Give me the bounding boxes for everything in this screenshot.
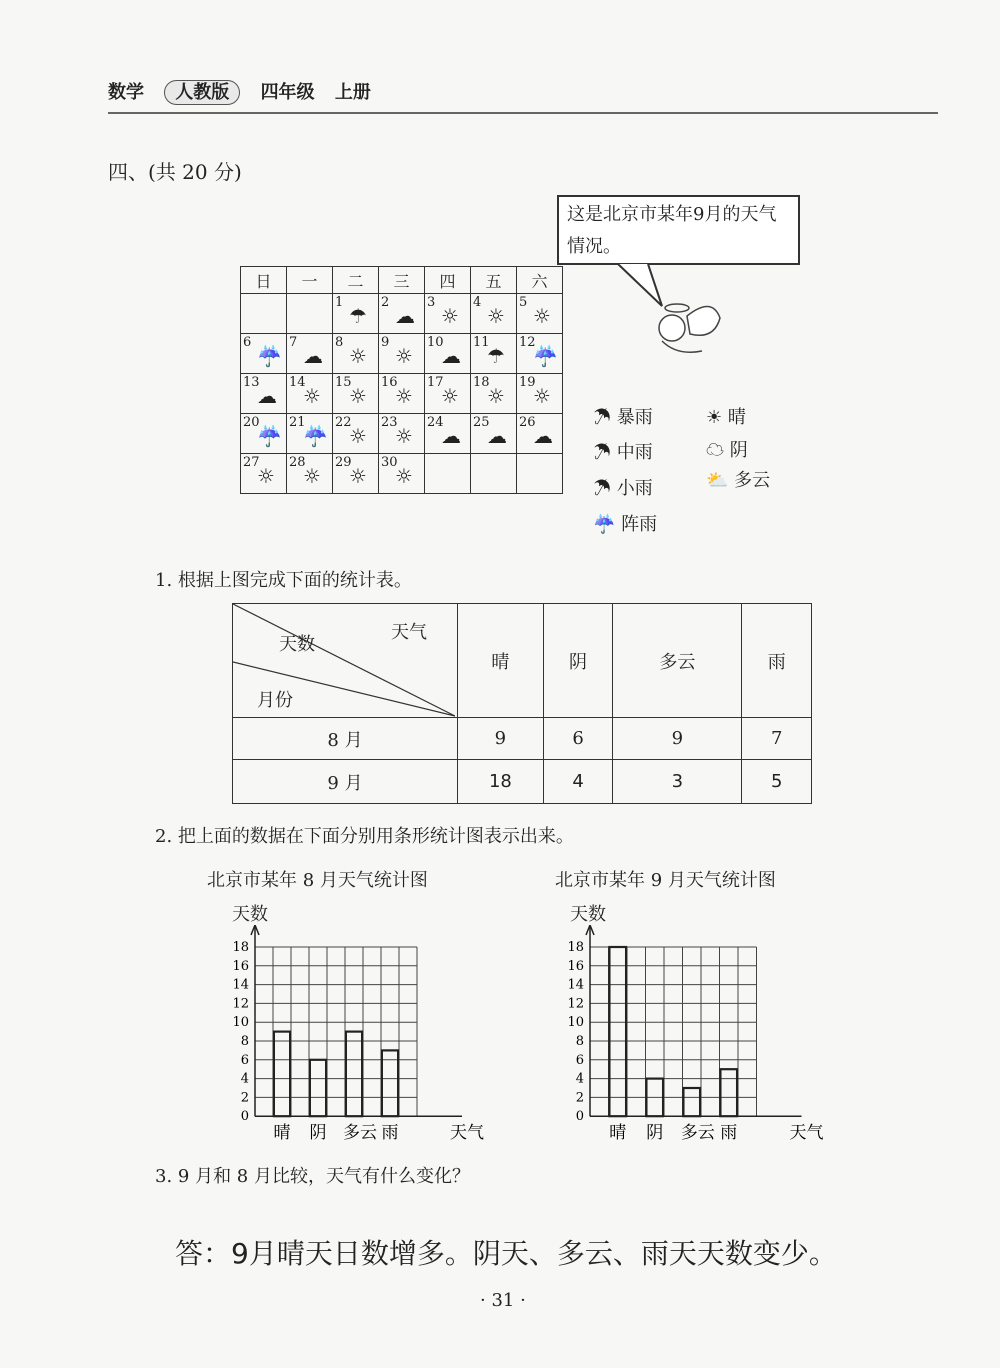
shower-icon: ☔ [593,514,616,535]
day-number: 19 [519,375,536,390]
x-tick-label: 多云 [343,1123,377,1144]
y-tick-label: 6 [575,1052,584,1068]
day-number: 2 [381,295,390,310]
weather-icon: ☼ [533,384,551,408]
weather-icon: ☼ [487,304,505,328]
answer-cell[interactable]: 5 [742,760,812,804]
calendar-day [287,374,333,414]
calendar-day [517,294,563,334]
y-tick-label: 6 [240,1052,249,1068]
day-number: 9 [381,335,390,350]
september-bar-chart [560,925,825,1150]
y-tick-label: 18 [232,940,249,955]
table-cell: 7 [742,718,812,760]
question-2: 2. 把上面的数据在下面分别用条形统计图表示出来。 [155,826,574,847]
col-header: 晴 [458,604,544,718]
bar [346,1032,362,1117]
day-number: 22 [335,415,352,430]
day-number: 11 [473,335,490,350]
bar [310,1060,326,1116]
answer-cell[interactable]: 4 [543,760,613,804]
weather-icon: ☁ [303,344,323,368]
day-number: 5 [519,295,528,310]
day-number: 8 [335,335,344,350]
calendar-day [471,414,517,454]
x-tick-label: 多云 [680,1123,715,1144]
weekday-header: 六 [517,267,563,294]
calendar-day [287,454,333,494]
row-label: 8 月 [233,718,458,760]
day-number: 13 [243,375,260,390]
calendar-day [425,374,471,414]
legend-label: 多云 [734,470,771,491]
day-number: 29 [335,455,352,470]
rainstorm-icon: ☂ [593,407,611,428]
weather-icon: ☁ [257,384,277,408]
day-number: 3 [427,295,436,310]
table-cell: 9 [613,718,742,760]
calendar-day [333,414,379,454]
weather-icon: ☁ [441,344,461,368]
page-number: · 31 · [480,1290,526,1311]
x-tick-label: 雨 [381,1123,399,1144]
table-corner-cell [233,604,458,718]
y-tick-label: 0 [575,1109,584,1125]
calendar-day [379,334,425,374]
legend-label: 阴 [729,440,748,461]
col-header: 阴 [543,604,613,718]
weather-icon: ☼ [533,304,551,328]
weather-icon: ☼ [257,464,275,488]
day-number: 17 [427,375,444,390]
weather-icon: ☔ [257,424,282,448]
table-row [233,760,812,804]
day-number: 14 [289,375,306,390]
weekday-header: 四 [425,267,471,294]
y-tick-label: 2 [240,1090,249,1106]
legend-label: 中雨 [616,442,653,463]
weather-icon: ☼ [395,424,413,448]
page-header [108,78,385,104]
weekday-header: 二 [333,267,379,294]
y-tick-label: 8 [575,1034,584,1049]
overcast-icon: ☁ [706,440,724,461]
weekday-header: 一 [287,267,333,294]
chart-1-title: 北京市某年 8 月天气统计图 [207,870,428,891]
calendar-day [517,374,563,414]
weather-icon: ☁ [487,424,507,448]
y-tick-label: 2 [575,1090,584,1106]
weather-icon: ☼ [349,384,367,408]
x-tick-label: 阴 [309,1123,327,1144]
y-tick-label: 12 [567,996,584,1012]
day-number: 26 [519,415,536,430]
weekday-header: 日 [241,267,287,294]
cloudy-icon: ⛅ [706,470,729,491]
calendar-day [379,414,425,454]
calendar-day [287,294,333,334]
calendar-day [379,454,425,494]
calendar-day [425,454,471,494]
calendar-day [241,454,287,494]
calendar-day [333,454,379,494]
header-rule [108,112,938,114]
bar [274,1032,290,1117]
weather-icon: ☼ [441,384,459,408]
day-number: 25 [473,415,490,430]
y-tick-label: 4 [575,1071,584,1087]
day-number: 23 [381,415,398,430]
corner-month-label: 月份 [257,690,293,711]
weather-icon: ☔ [533,344,558,368]
sunny-icon: ☀ [706,407,723,428]
weather-icon: ☼ [487,384,505,408]
calendar-day [471,374,517,414]
weather-icon: ☼ [303,464,321,488]
y-tick-label: 8 [240,1034,249,1049]
y-tick-label: 16 [567,958,584,974]
weather-icon: ☼ [395,384,413,408]
day-number: 4 [473,295,482,310]
edition-badge: 人教版 [164,80,240,105]
table-cell: 6 [543,718,613,760]
y-tick-label: 12 [232,996,249,1012]
calendar-day [333,334,379,374]
weather-icon: ☼ [441,304,459,328]
day-number: 18 [473,375,490,390]
angel-character-icon [632,296,727,366]
calendar-day [241,334,287,374]
answer-cell[interactable]: 3 [613,760,742,804]
day-number: 15 [335,375,352,390]
legend-label: 晴 [727,407,746,428]
day-number: 24 [427,415,444,430]
weekday-header: 五 [471,267,517,294]
day-number: 1 [335,295,344,310]
corner-days-label: 天数 [279,634,315,655]
statistics-table [232,603,812,804]
moderate-rain-icon: ☂ [593,442,611,463]
weather-icon: ☼ [395,464,413,488]
calendar-day [517,334,563,374]
weather-icon: ☼ [395,344,413,368]
calendar-day [241,374,287,414]
day-number: 21 [289,415,306,430]
section-title: 四、(共 20 分) [108,160,242,184]
calendar-day [241,414,287,454]
calendar-day [379,294,425,334]
y-tick-label: 18 [567,940,584,955]
volume: 上册 [334,82,371,103]
chart-1-ylabel: 天数 [232,904,268,925]
weather-icon: ☔ [257,344,282,368]
day-number: 12 [519,335,536,350]
august-bar-chart [225,925,485,1150]
weather-icon: ☁ [533,424,553,448]
bar [720,1069,737,1116]
weather-icon: ☼ [349,424,367,448]
grade: 四年级 [260,82,315,103]
subject: 数学 [108,82,144,103]
table-row [233,718,812,760]
day-number: 20 [243,415,260,430]
x-tick-label: 雨 [720,1123,738,1144]
x-tick-label: 阴 [646,1123,664,1144]
bar [683,1088,700,1116]
legend-label: 小雨 [616,478,653,499]
day-number: 16 [381,375,398,390]
handwritten-answer[interactable]: 答：9月晴天日数增多。阴天、多云、雨天天数变少。 [175,1237,837,1270]
calendar-day [287,414,333,454]
chart-2-ylabel: 天数 [570,904,606,925]
calendar-day [425,414,471,454]
day-number: 6 [243,335,252,350]
legend-label: 阵雨 [621,514,658,535]
table-cell: 9 [458,718,544,760]
calendar-day [287,334,333,374]
calendar-day [471,334,517,374]
calendar-day [333,374,379,414]
day-number: 28 [289,455,306,470]
weather-icon: ☁ [395,304,415,328]
calendar-day [471,454,517,494]
x-tick-label: 晴 [273,1123,291,1144]
x-axis-label: 天气 [789,1123,824,1144]
day-number: 10 [427,335,444,350]
weather-icon: ☼ [349,464,367,488]
col-header: 多云 [613,604,742,718]
weather-icon: ☁ [441,424,461,448]
chart-2-title: 北京市某年 9 月天气统计图 [555,870,776,891]
question-3: 3. 9 月和 8 月比较，天气有什么变化？ [155,1166,470,1187]
row-label: 9 月 [233,760,458,804]
speech-bubble: 这是北京市某年9月的天气情况。 [557,195,800,265]
legend-label: 暴雨 [616,407,653,428]
calendar-day [517,414,563,454]
bar [609,947,626,1116]
calendar-day [425,294,471,334]
x-tick-label: 晴 [609,1123,627,1144]
weather-icon: ☂ [349,304,367,328]
y-tick-label: 0 [240,1109,249,1125]
weather-icon: ☂ [487,344,505,368]
weather-icon: ☔ [303,424,328,448]
weather-calendar [240,266,563,494]
weather-icon: ☼ [349,344,367,368]
x-axis-label: 天气 [450,1123,484,1144]
calendar-day [517,454,563,494]
calendar-day [333,294,379,334]
day-number: 27 [243,455,260,470]
y-tick-label: 10 [567,1015,584,1031]
y-tick-label: 14 [232,977,249,993]
y-tick-label: 16 [232,958,249,974]
question-1: 1. 根据上图完成下面的统计表。 [155,570,412,591]
col-header: 雨 [742,604,812,718]
light-rain-icon: ☂ [593,478,611,499]
day-number: 7 [289,335,298,350]
weekday-header: 三 [379,267,425,294]
answer-cell[interactable]: 18 [458,760,544,804]
weather-icon: ☼ [303,384,321,408]
y-tick-label: 4 [240,1071,249,1087]
day-number: 30 [381,455,398,470]
y-tick-label: 14 [567,977,584,993]
calendar-day [425,334,471,374]
corner-weather-label: 天气 [391,622,427,643]
calendar-day [379,374,425,414]
calendar-day [471,294,517,334]
y-tick-label: 10 [232,1015,249,1031]
calendar-day [241,294,287,334]
